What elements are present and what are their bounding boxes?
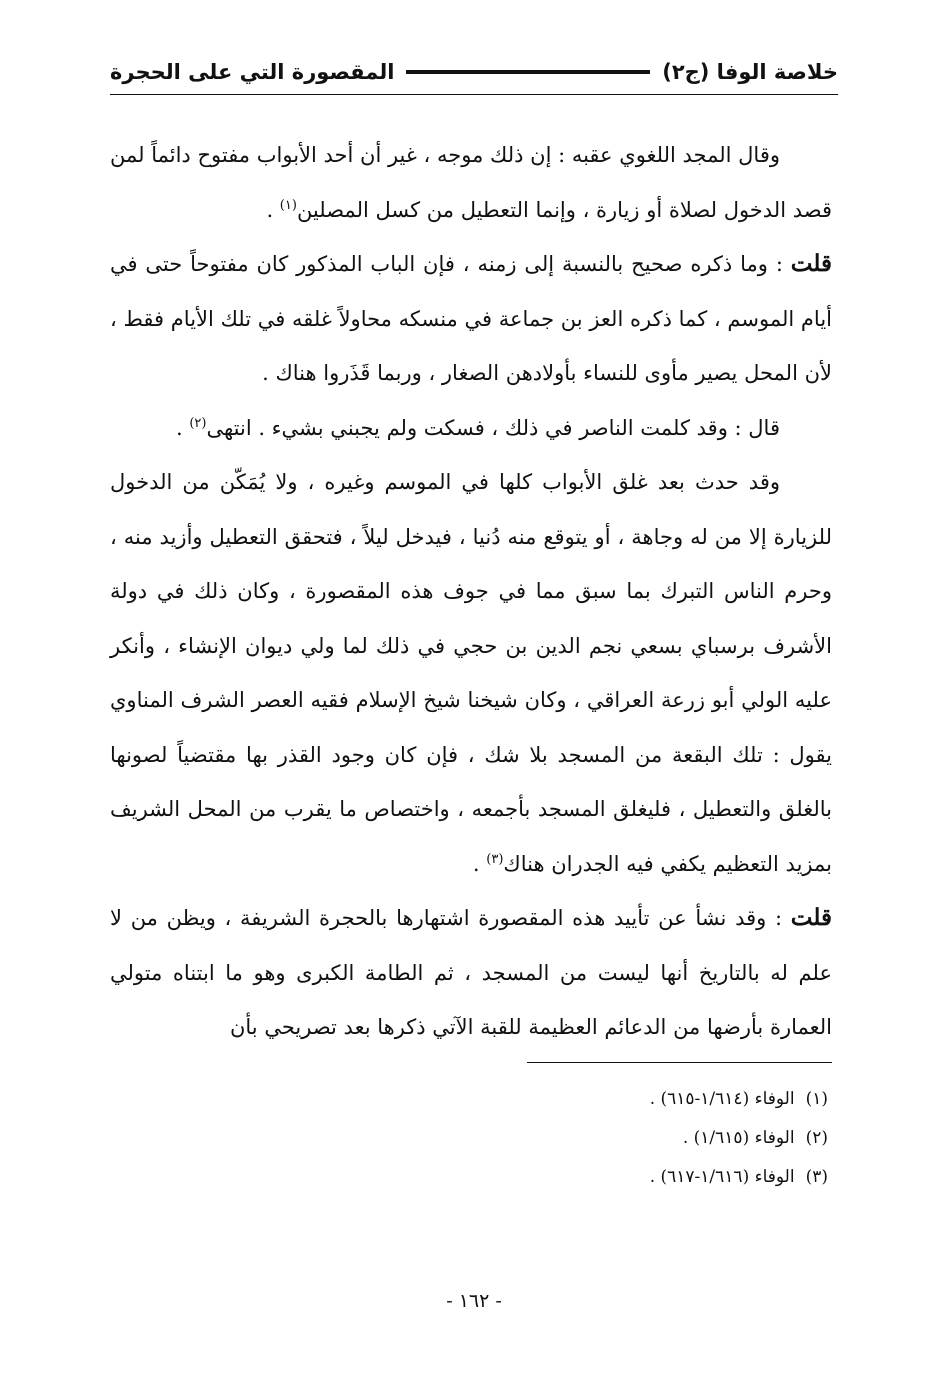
- footnote-2: [110, 1119, 832, 1158]
- paragraph-end: .: [472, 851, 487, 876]
- footnote-ref-3: (٣): [486, 851, 504, 867]
- running-header: [110, 52, 838, 92]
- header-rule: [406, 70, 650, 74]
- paragraph-3: [110, 401, 832, 456]
- footnote-text: الوفاء (١/٦١٥) .: [682, 1128, 795, 1148]
- footnote-ref-2: (٢): [189, 415, 207, 431]
- paragraph-4: [110, 455, 832, 891]
- footnote-number: (١): [805, 1089, 828, 1109]
- paragraph-1: [110, 128, 832, 237]
- paragraph-text: : وقد نشأ عن تأييد هذه المقصورة اشتهارها بالحجرة الشريفة ، ويظن من لا علم له بالتاريخ أنها ليست من المسجد ، ثم الطامة الكبرى وهو ما ابتناه متولي العمارة بأرضها من الدعائم العظيمة للقبة الآتي ذكرها بعد تصريحي بأن: [110, 906, 832, 1039]
- qultu-keyword: قلت: [790, 904, 832, 931]
- paragraph-text: : وما ذكره صحيح بالنسبة إلى زمنه ، فإن الباب المذكور كان مفتوحاً حتى في أيام الموسم ، كما ذكره العز بن جماعة في منسكه محاولاً غلقه في تلك الأيام فقط ، لأن المحل يصير مأوى للنساء بأولادهن الصغار ، وربما قَذَروا هناك .: [110, 252, 832, 385]
- footnote-text: الوفاء (١/٦١٤-٦١٥) .: [649, 1089, 795, 1109]
- paragraph-text: قال : وقد كلمت الناصر في ذلك ، فسكت ولم يجبني بشيء . انتهى: [206, 415, 780, 440]
- paragraph-2: [110, 237, 832, 401]
- paragraph-text: وقال المجد اللغوي عقبه : إن ذلك موجه ، غير أن أحد الأبواب مفتوح دائماً لمن قصد الدخول لصلاة أو زيارة ، وإنما التعطيل من كسل المصلين: [110, 143, 832, 222]
- footnote-number: (٢): [805, 1128, 828, 1148]
- footnote-1: [110, 1080, 832, 1119]
- footnote-3: [110, 1158, 832, 1197]
- header-underline: [110, 94, 838, 95]
- page-number: - ١٦٢ -: [446, 1290, 502, 1312]
- footnote-number: (٣): [805, 1167, 828, 1187]
- footnotes: [110, 1080, 832, 1197]
- main-text: [110, 128, 832, 1055]
- footnote-separator: [527, 1062, 832, 1063]
- paragraph-text: وقد حدث بعد غلق الأبواب كلها في الموسم وغيره ، ولا يُمَكّن من الدخول للزيارة إلا من له وجاهة ، أو يتوقع منه دُنيا ، فيدخل ليلاً ، فتحقق التعطيل وأزيد منه ، وحرم الناس التبرك بما سبق مما في جوف هذه المقصورة ، وكان ذلك في دولة الأشرف برسباي بسعي نجم الدين بن حجي في ذلك لما ولي ديوان الإنشاء ، وأنكر عليه الولي أبو زرعة العراقي ، وكان شيخنا شيخ الإسلام فقيه العصر الشرف المناوي يقول : تلك البقعة من المسجد بلا شك ، فإن كان وجود القذر بها مقتضياً لصونها بالغلق والتعطيل ، فليغلق المسجد بأجمعه ، واختصاص ما يقرب من المحل الشريف بمزيد التعظيم يكفي فيه الجدران هناك: [110, 470, 832, 876]
- paragraph-end: .: [266, 197, 280, 222]
- paragraph-5: [110, 891, 832, 1055]
- qultu-keyword: قلت: [790, 250, 832, 277]
- section-title: المقصورة التي على الحجرة: [110, 60, 395, 84]
- footnote-ref-1: (١): [279, 197, 297, 213]
- book-title: خلاصة الوفا (ج٢): [662, 60, 838, 84]
- paragraph-end: .: [175, 415, 190, 440]
- footnote-text: الوفاء (١/٦١٦-٦١٧) .: [649, 1167, 795, 1187]
